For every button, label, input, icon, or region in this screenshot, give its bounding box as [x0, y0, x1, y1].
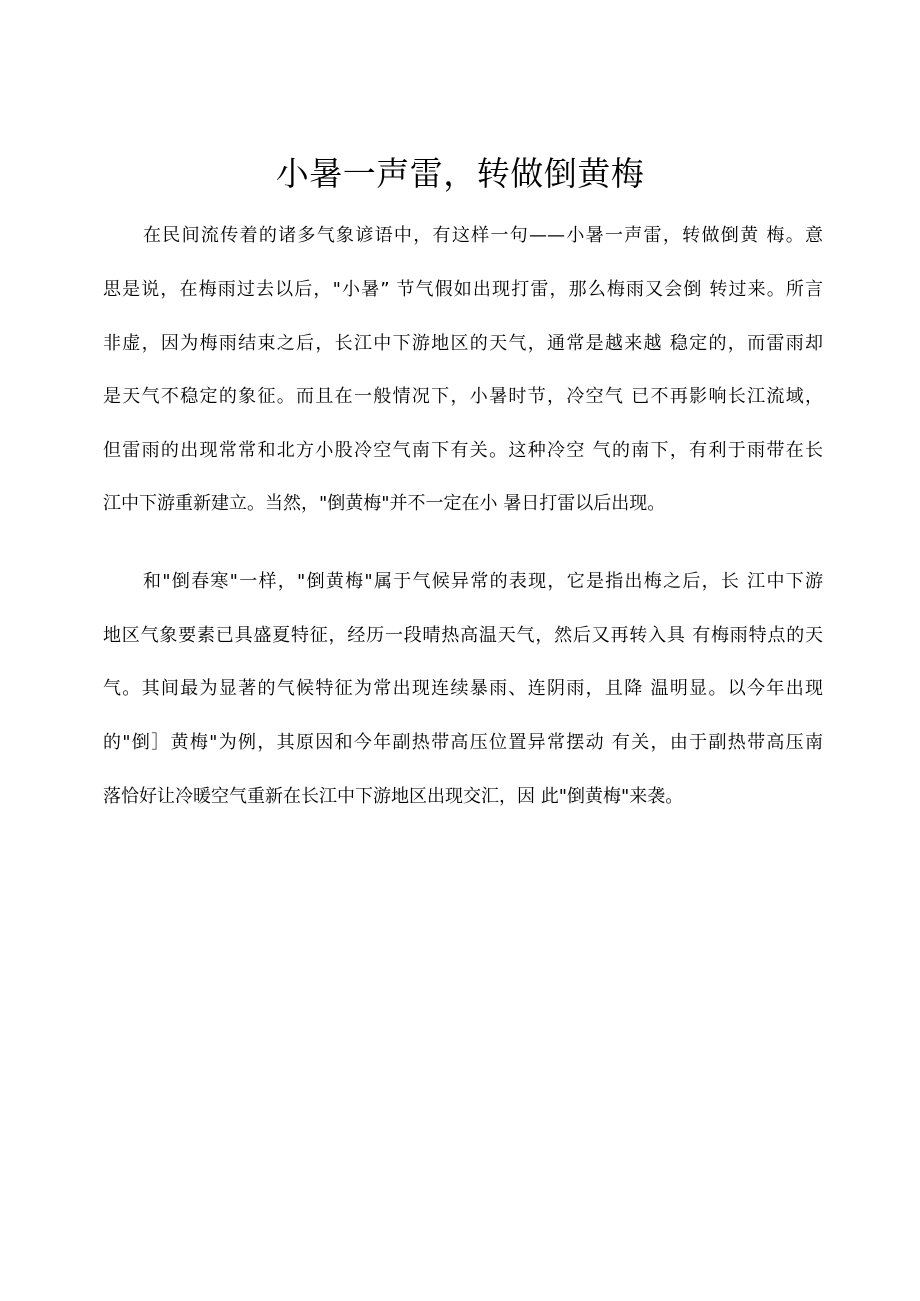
paragraph-2-line-1: 和"倒春寒"一样，"倒黄梅"属于气候异常的表现，它是指出梅之后，长 江中下游: [143, 571, 823, 592]
paragraph-1-line-1: 在民间流传着的诸多气象谚语中，有这样一句——小暑一声雷，转做倒黄 梅。意: [143, 225, 823, 246]
paragraph-2-line-5: 落恰好让冷暖空气重新在长江中下游地区出现交汇，因 此"倒黄梅"来袭。: [103, 786, 684, 807]
paragraph-1-line-6: 江中下游重新建立。当然，"倒黄梅"并不一定在小 暑日打雷以后出现。: [103, 493, 666, 514]
paragraph-1-line-3: 非虚，因为梅雨结束之后，长江中下游地区的天气，通常是越来越 稳定的，而雷雨却: [103, 333, 823, 354]
paragraph-2-line-2: 地区气象要素已具盛夏特征，经历一段晴热高温天气，然后又再转入具 有梅雨特点的天: [103, 625, 823, 646]
paragraph-1-line-4: 是天气不稳定的象征。而且在一般情况下，小暑时节，冷空气 已不再影响长江流域，: [103, 386, 823, 407]
paragraph-2-line-4: 的"倒］黄梅"为例，其原因和今年副热带高压位置异常摆动 有关，由于副热带高压南: [103, 732, 823, 753]
paragraph-1-line-2: 思是说，在梅雨过去以后，"小暑” 节气假如出现打雷，那么梅雨又会倒 转过来。所言: [103, 279, 823, 300]
paragraph-1-line-5: 但雷雨的出现常常和北方小股冷空气南下有关。这种冷空 气的南下，有利于雨带在长: [103, 440, 823, 461]
paragraph-2-line-3: 气。其间最为显著的气候特征为常出现连续暴雨、连阴雨，且降 温明显。以今年出现: [103, 678, 823, 699]
document-title: 小暑一声雷，转做倒黄梅: [275, 154, 645, 193]
